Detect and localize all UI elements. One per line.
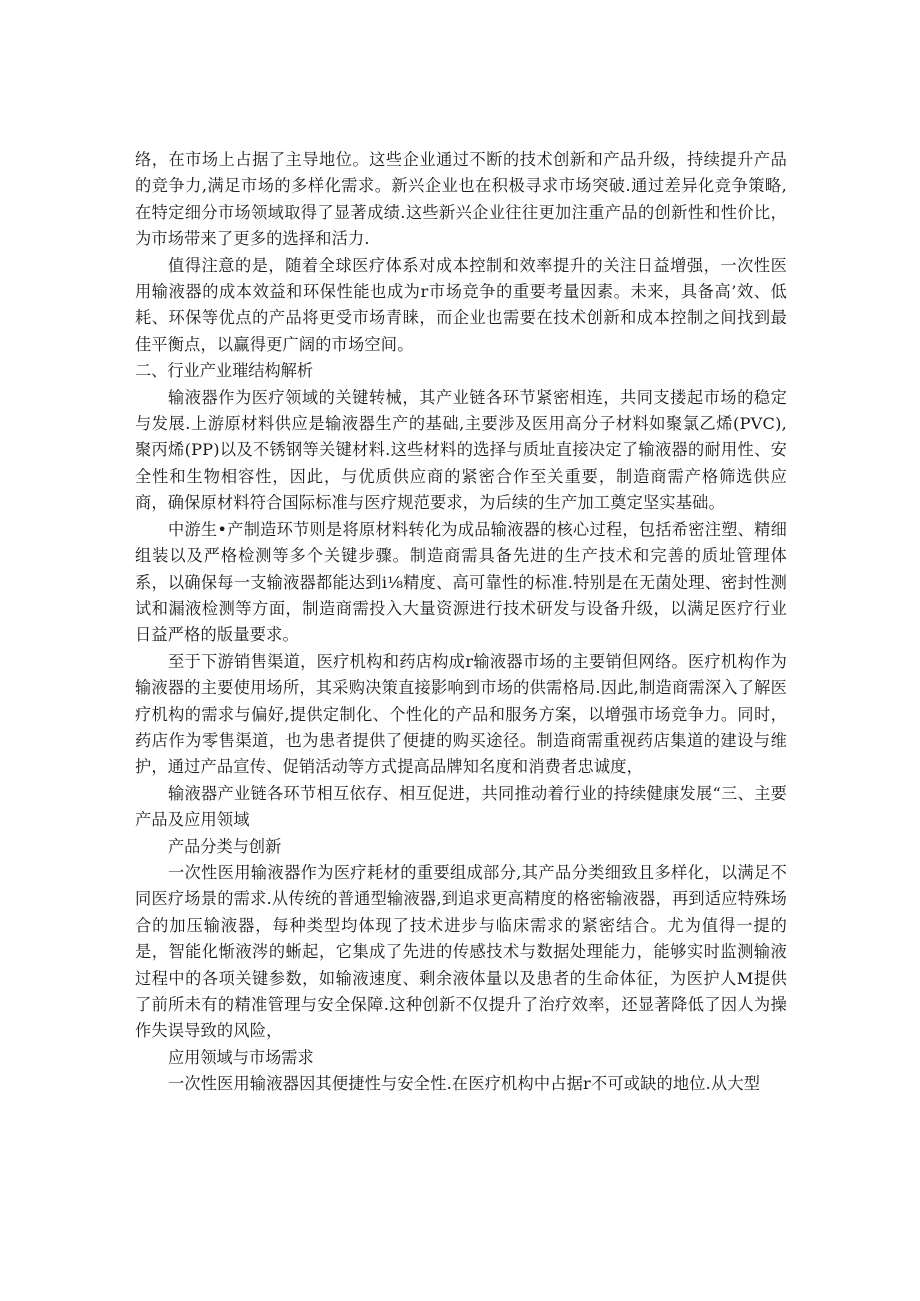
paragraph-chain-summary: 输液器产业链各环节相互依存、相互促进，共同推动着行业的持续健康发展“三、主要产品及应用领域 — [135, 783, 787, 830]
paragraph-upstream-materials: 输液器作为医疗领域的关键转械，其产业链各环节紧密相连，共同支搂起市场的稳定与发展.上游原材料供应是输液器生产的基础,主要涉及医用高分子材料如聚氯乙烯(PVC),聚丙烯(PP)以及不锈钢等关键材料.这些材料的选择与质址直接决定了输液器的耐用性、安全性和生物相容性，因此，与优质供应商的紧密合作至关重要，制造商需产格筛选供应商，确保原材料符合国际标准与医疗规范要求，为后续的生产加工奠定坚实基础。 — [135, 387, 787, 513]
subheading-product-classification: 产品分类与创新 — [168, 836, 282, 856]
paragraph-product-types: 一次性医用输液器作为医疗耗材的重要组成部分,其产品分类细致且多样化，以满足不同医疗场景的需求.从传统的普通型输液器,到追求更高精度的格密输液器，再到适应特殊场合的加压输液器，每种类型均体现了技术进步与临床需求的紧密结合。尤为值得一提的是，智能化惭液涔的蜥起，它集成了先进的传感技术与数据处理能力，能够实时监测输液过程中的各项关键参数，如输液速度、剩余液体量以及患者的生命体征，为医护人M提供了前所未有的精准管理与安全保障.这种创新不仅提升了治疗效率，还显著降低了因人为操作失误导致的风险， — [135, 862, 787, 1041]
document-body — [135, 147, 787, 1098]
paragraph-midstream-manufacturing: 中游生•产制造环节则是将原材料转化为成品输液器的核心过程，包括希密注塑、精细组装以及严格检测等多个关键步骤。制造商需具备先进的生产技术和完善的质址管理体系，以确保每一支输液器都能达到i⅛精度、高可靠性的标准.特别是在无菌处理、密封性测试和漏液检测等方面，制造商需投入大量资源进行技术研发与设备升级，以满足医疗行业日益严格的版量要求。 — [135, 519, 787, 645]
subheading-application-demand: 应用领域与市场需求 — [168, 1047, 314, 1067]
paragraph-application-intro: 一次性医用输液器因其便捷性与安全性.在医疗机构中占据r不可或缺的地位.从大型 — [168, 1074, 761, 1094]
paragraph-market-leaders: 络，在市场上占据了主导地位。这些企业通过不断的技术创新和产品升级，持续提升产品的竞争力,满足市场的多样化需求。新兴企业也在积极寻求市场突破.通过差异化竞争策略,在特定细分市场领域取得了显著成绩.这些新兴企业往往更加注重产品的创新性和性价比，为市场带来了更多的选择和活力. — [135, 150, 787, 249]
paragraph-cost-efficiency: 值得注意的是，随着全球医疗体系对成本控制和效率提升的关注日益增强，一次性医用输液器的成本效益和环保性能也成为r市场竞争的重要考量因素。未来，具备高’效、低耗、环保等优点的产品将更受市场青睐，而企业也需要在技术创新和成本控制之间找到最佳平衡点，以赢得更广阔的市场空间。 — [135, 255, 787, 354]
paragraph-downstream-sales: 至于下游销售渠道，医疗机构和药店构成r输液器市场的主要销但网络。医疗机构作为输液器的主要使用场所，其采购决策直接影响到市场的供需格局.因此,制造商需深入了解医疗机构的需求与偏好,提供定制化、个性化的产品和服务方案，以增强市场竞争力。同时，药店作为零售渠道，也为患者提供了便捷的购买途径。制造商需重视药店集道的建设与维护，通过产品宣传、促销活动等方式提高品牌知名度和消费者忠诚度， — [135, 651, 787, 777]
section-heading-industry-chain: 二、行业产业璀结构解析 — [135, 361, 314, 381]
